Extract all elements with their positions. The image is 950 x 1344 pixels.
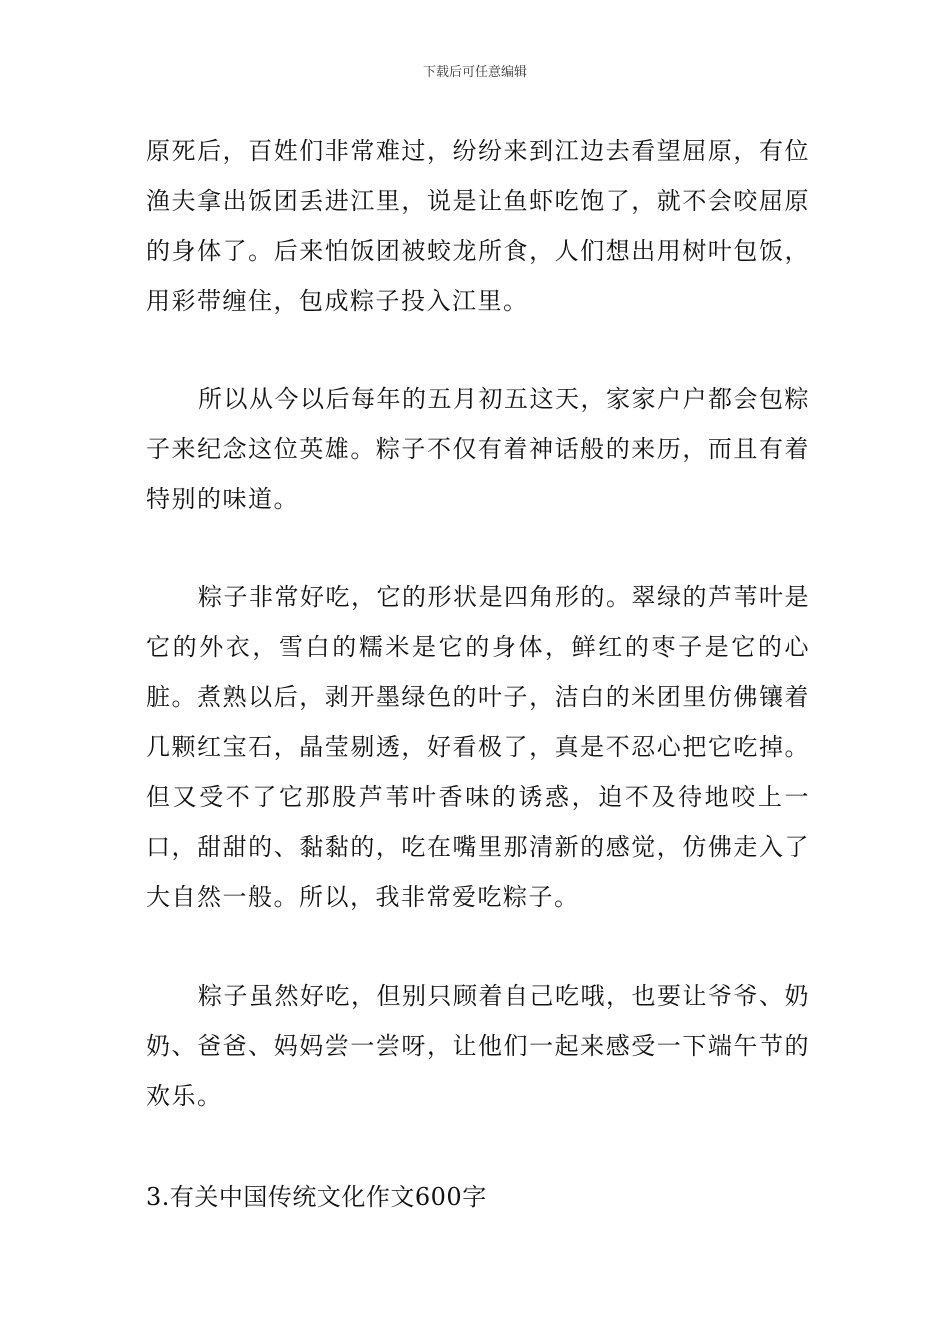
paragraph-2: 所以从今以后每年的五月初五这天，家家户户都会包粽子来纪念这位英雄。粽子不仅有着神话般的来历，而且有着特别的味道。	[146, 385, 810, 513]
page-header-note: 下载后可任意编辑	[422, 65, 527, 80]
paragraph-4: 粽子虽然好吃，但别只顾着自己吃哦，也要让爷爷、奶奶、爸爸、妈妈尝一尝呀，让他们一起来感受一下端午节的欢乐。	[146, 982, 810, 1110]
paragraph-3: 粽子非常好吃，它的形状是四角形的。翠绿的芦苇叶是它的外衣，雪白的糯米是它的身体，鲜红的枣子是它的心脏。煮熟以后，剥开墨绿色的叶子，洁白的米团里仿佛镶着几颗红宝石，晶莹剔透，好看极了，真是不忍心把它吃掉。但又受不了它那股芦苇叶香味的诱惑，迫不及待地咬上一口，甜甜的、黏黏的，吃在嘴里那清新的感觉，仿佛走入了大自然一般。所以，我非常爱吃粽子。	[146, 583, 810, 911]
paragraph-1: 原死后，百姓们非常难过，纷纷来到江边去看望屈原，有位渔夫拿出饭团丢进江里，说是让鱼虾吃饱了，就不会咬屈原的身体了。后来怕饭团被蛟龙所食，人们想出用树叶包饭，用彩带缠住，包成粽子投入江里。	[146, 137, 810, 315]
section-heading: 3.有关中国传统文化作文600字	[146, 1183, 487, 1211]
